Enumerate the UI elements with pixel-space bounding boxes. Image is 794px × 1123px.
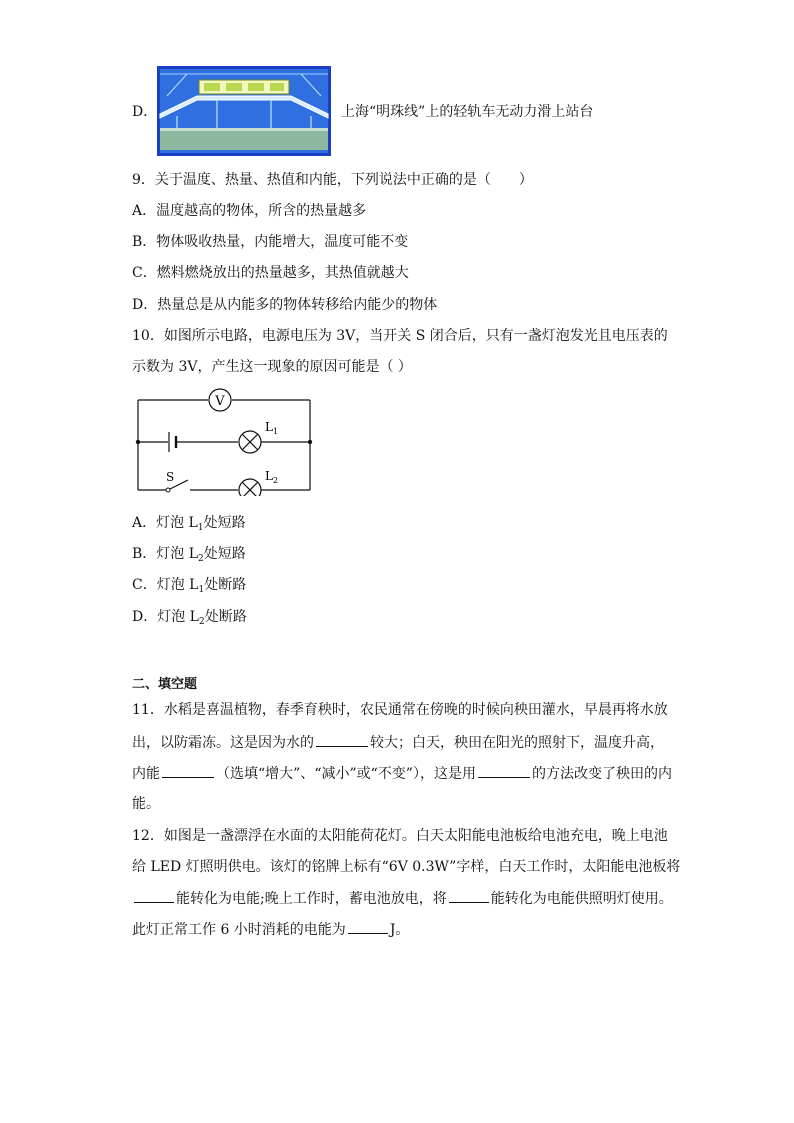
q12-blank-2[interactable] xyxy=(449,888,489,903)
q10-stem-line2: 示数为 3V，产生这一现象的原因可能是（ ） xyxy=(132,359,412,375)
q10-option-d: D．灯泡 $L_2$处断路 xyxy=(132,609,247,627)
q11-line3: 内能 （选填“增大”、“减小”或“不变”），这是用 的方法改变了秧田的内 xyxy=(132,763,672,784)
q8-option-d-text: 上海“明珠线”上的轻轨车无动力滑上站台 xyxy=(341,104,594,120)
light-rail-station-image xyxy=(157,66,331,156)
switch-contact xyxy=(166,488,170,492)
q10-stem-line1: 10．如图所示电路，电源电压为 3V，当开关 S 闭合后，只有一盏灯泡发光且电压表的 xyxy=(132,328,668,344)
q11-line1: 11．水稻是喜温植物，春季育秧时，农民通常在傍晚的时候向秧田灌水，早晨再将水放 xyxy=(132,702,668,718)
switch-label: S xyxy=(166,470,175,484)
q11-line2: 出，以防霜冻。这是因为水的 较大；白天，秧田在阳光的照射下，温度升高， xyxy=(132,732,664,753)
lamp-l1-label: $L_1$ xyxy=(265,420,279,436)
q11-blank-2[interactable] xyxy=(162,763,214,778)
q12-line3: 能转化为电能;晚上工作时，蓄电池放电，将 能转化为电能供照明灯使用。 xyxy=(132,888,673,909)
q12-blank-1[interactable] xyxy=(134,888,174,903)
q11-blank-1[interactable] xyxy=(316,732,368,747)
q12-line4: 此灯正常工作 6 小时消耗的电能为 J。 xyxy=(132,919,409,940)
q9-option-b: B．物体吸收热量，内能增大，温度可能不变 xyxy=(132,234,409,250)
voltmeter-label: V xyxy=(215,394,225,409)
q9-option-d: D．热量总是从内能多的物体转移给内能少的物体 xyxy=(132,297,438,313)
lamp-l2-label: $L_2$ xyxy=(265,469,279,485)
q9-stem: 9．关于温度、热量、热值和内能，下列说法中正确的是（ ） xyxy=(132,172,533,188)
q11-line4: 能。 xyxy=(132,796,160,812)
q11-blank-3[interactable] xyxy=(478,763,530,778)
q10-option-b: B．灯泡 $L_2$处短路 xyxy=(132,546,246,564)
circuit-diagram xyxy=(130,384,320,496)
q9-option-a: A．温度越高的物体，所含的热量越多 xyxy=(132,203,367,219)
q8-option-d-label: D． xyxy=(132,104,158,120)
q10-option-a: A．灯泡 $L_1$处短路 xyxy=(132,515,246,533)
q12-line1: 12．如图是一盏漂浮在水面的太阳能荷花灯。白天太阳能电池板给电池充电，晚上电池 xyxy=(132,828,668,844)
lamp-l2-symbol xyxy=(239,479,261,496)
lamp-l1-symbol xyxy=(239,431,261,453)
q12-blank-3[interactable] xyxy=(348,919,388,934)
section-heading: 二、填空题 xyxy=(132,677,198,692)
q10-option-c: C．灯泡 $L_1$处断路 xyxy=(132,577,247,595)
q12-line2: 给 LED 灯照明供电。该灯的铭牌上标有“6V 0.3W”字样，白天工作时，太阳能电池板将 xyxy=(132,859,681,875)
q9-option-c: C．燃料燃烧放出的热量越多，其热值就越大 xyxy=(132,265,409,281)
